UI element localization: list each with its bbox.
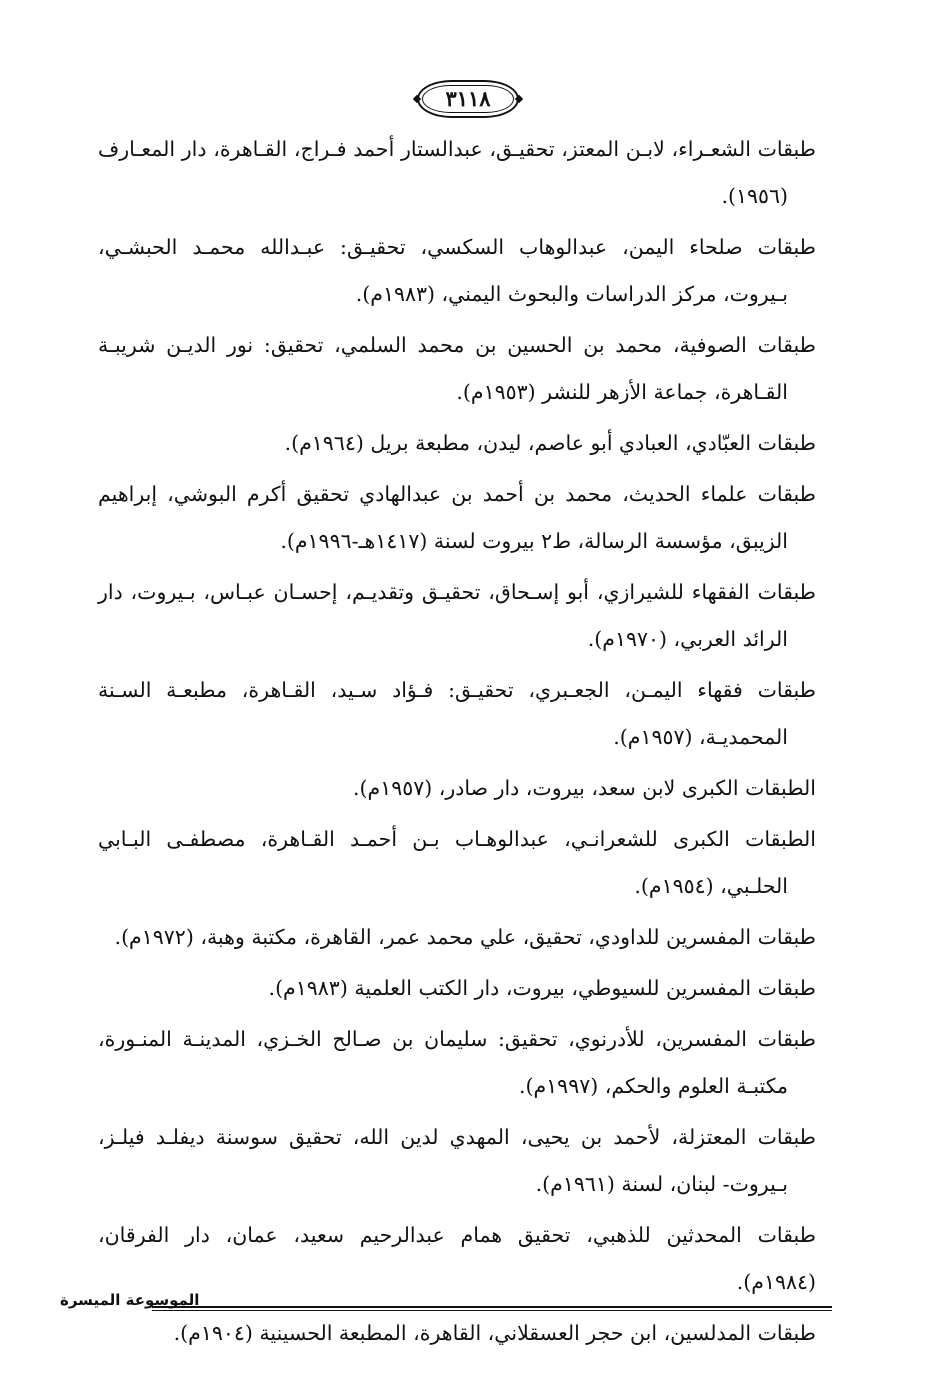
bibliography-entry: طبقات فقهاء اليمـن، الجعـبري، تحقيـق: فـؤاد سـيد، القـاهرة، مطبعـة السـنة المحمديـة، (١٩٥٧م). [98,678,816,749]
bibliography-entry: طبقات المفسرين للداودي، تحقيق، علي محمد عمر، القاهرة، مكتبة وهبة، (١٩٧٢م). [114,925,816,949]
bibliography-entry: طبقات المحدثين للذهبي، تحقيق همام عبدالرحيم سعيد، عمان، دار الفرقان، (١٩٨٤م). [98,1223,816,1294]
bibliography-entry: طبقات علماء الحديث، محمد بن أحمد بن عبدالهادي تحقيق أكرم البوشي، إبراهيم الزيبق، مؤسسة الرسالة، ط٢ بيروت لسنة (١٤١٧هـ-١٩٩٦م). [98,482,816,553]
bibliography-entry: طبقات المفسرين، للأدرنوي، تحقيق: سليمان بن صـالح الخـزي، المدينـة المنـورة، مكتبـة العلوم والحكم، (١٩٩٧م). [98,1027,816,1098]
bibliography-entry: طبقات الشعـراء، لابـن المعتز، تحقيـق، عبدالستار أحمد فـراج، القـاهرة، دار المعـارف (١٩٥٦). [98,137,816,208]
bibliography-list [98,126,816,1361]
bibliography-entry: الطبقات الكبرى للشعرانـي، عبدالوهـاب بـن أحمـد القـاهرة، مصطفـى البـابي الحلـبي، (١٩٥٤م). [98,827,816,898]
footer-rule [152,1306,832,1308]
footer-rule-thin [152,1310,832,1311]
page-number [417,80,518,118]
page-number-text: ٣١١٨ [445,86,491,111]
bibliography-entry: طبقات العبّادي، العبادي أبو عاصم، ليدن، مطبعة بريل (١٩٦٤م). [284,431,816,455]
bibliography-entry: الطبقات الكبرى لابن سعد، بيروت، دار صادر، (١٩٥٧م). [352,776,816,800]
ornament-diamond-icon [514,95,522,103]
bibliography-entry: طبقات المعتزلة، لأحمد بن يحيى، المهدي لدين الله، تحقيق سوسنة ديفلـد فيلـز، بـيروت- لبنان، لسنة (١٩٦١م). [98,1125,816,1196]
bibliography-entry: طبقات المدلسين، ابن حجر العسقلاني، القاهرة، المطبعة الحسينية (١٩٠٤م). [173,1321,816,1345]
page-number-header [0,80,936,118]
ornament-diamond-icon [413,95,421,103]
bibliography-entry: طبقات المفسرين للسيوطي، بيروت، دار الكتب العلمية (١٩٨٣م). [268,976,816,1000]
page-footer [0,1289,936,1315]
bibliography-entry: طبقات صلحاء اليمن، عبدالوهاب السكسي، تحقيـق: عبـدالله محمـد الحبشـي، بـيروت، مركز الدراسات والبحوث اليمني، (١٩٨٣م). [98,235,816,306]
bibliography-entry: طبقات الفقهاء للشيرازي، أبو إسـحاق، تحقيـق وتقديـم، إحسـان عبـاس، بـيروت، دار الرائد العربي، (١٩٧٠م). [98,580,816,651]
bibliography-entry: طبقات الصوفية، محمد بن الحسين بن محمد السلمي، تحقيق: نور الديـن شريبـة القـاهرة، جماعة الأزهر للنشر (١٩٥٣م). [98,333,816,404]
footer-title: الموسوعة الميسرة [60,1291,200,1309]
